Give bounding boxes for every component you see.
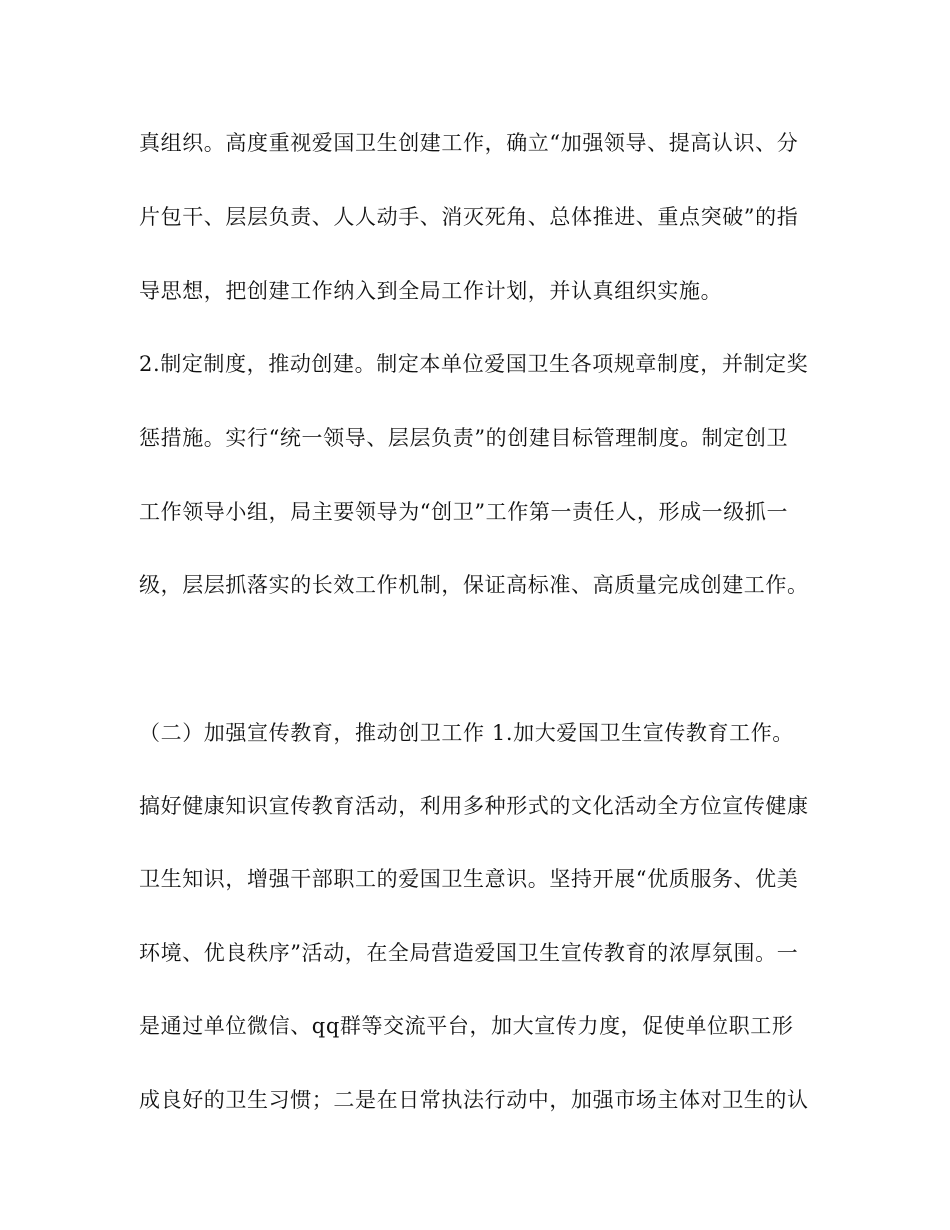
paragraph-line: 2.制定制度，推动创建。制定本单位爱国卫生各项规章制度，并制定奖 bbox=[139, 352, 809, 376]
paragraph-line: 卫生知识，增强干部职工的爱国卫生意识。坚持开展“优质服务、优美 bbox=[139, 867, 799, 891]
paragraph-line: 真组织。高度重视爱国卫生创建工作，确立“加强领导、提高认识、分 bbox=[139, 131, 799, 155]
paragraph-line: 片包干、层层负责、人人动手、消灭死角、总体推进、重点突破”的指 bbox=[139, 205, 799, 229]
paragraph-line: 是通过单位微信、qq群等交流平台，加大宣传力度，促使单位职工形 bbox=[139, 1014, 794, 1038]
paragraph-line: 导思想，把创建工作纳入到全局工作计划，并认真组织实施。 bbox=[139, 279, 723, 303]
paragraph-line: 惩措施。实行“统一领导、层层负责”的创建目标管理制度。制定创卫 bbox=[139, 426, 789, 450]
paragraph-line: 环境、优良秩序”活动，在全局营造爱国卫生宣传教育的浓厚氛围。一 bbox=[139, 941, 799, 965]
paragraph-line: 工作领导小组，局主要领导为“创卫”工作第一责任人，形成一级抓一 bbox=[139, 500, 789, 524]
paragraph-line: 搞好健康知识宣传教育活动，利用多种形式的文化活动全方位宣传健康 bbox=[139, 794, 809, 818]
section-heading-line: （二）加强宣传教育，推动创卫工作 1.加大爱国卫生宣传教育工作。 bbox=[139, 721, 794, 745]
paragraph-line: 级，层层抓落实的长效工作机制，保证高标准、高质量完成创建工作。 bbox=[139, 573, 809, 597]
paragraph-line: 成良好的卫生习惯；二是在日常执法行动中，加强市场主体对卫生的认 bbox=[139, 1088, 809, 1112]
